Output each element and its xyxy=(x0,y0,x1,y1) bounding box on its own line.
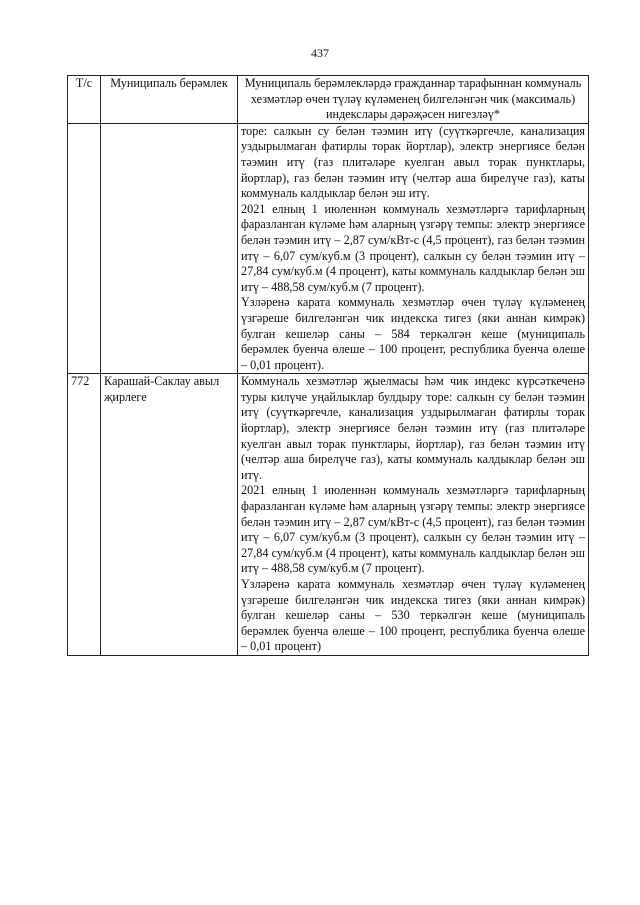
row-description xyxy=(238,374,589,656)
tariff-table xyxy=(67,75,589,656)
row-description xyxy=(238,123,589,374)
description-paragraph: торе: салкын су белән тәэмин итү (суүткәргечле, канализация уздырылмаган фатирлы торак йортлар), электр энергиясе белән тәэмин итү (газ плитәләре куелган авыл торак пунктлары, йортлар), газ белән тәэмин итү (челтәр аша бирелүче газ), каты коммуналь калдыклар белән эш итү. xyxy=(241,123,585,201)
row-municipality xyxy=(101,123,238,374)
description-paragraph: Коммуналь хезмәтләр җыелмасы һәм чик индекс күрсәткеченә туры килүче уңайлыклар булдыру торе: салкын су белән тәэмин итү (суүткәргечле, канализация уздырылмаган фатирлы торак йортлар), электр энергиясе белән тәэмин итү (газ плитәләре куелган авыл торак пунктлары, йортлар), газ белән тәэмин итү (челтәр аша бирелүче газ), каты коммуналь калдыклар белән эш итү. xyxy=(241,374,585,482)
description-paragraph: 2021 елның 1 июленнән коммуналь хезмәтләргә тарифларның фаразланган күләме һәм аларның үзгәрү темпы: электр энергиясе белән тәэмин итү – 2,87 сум/кВт-с (4,5 процент), газ белән тәэмин итү – 6,07 сум/куб.м (3 процент), салкын су белән тәэмин итү – 27,84 сум/куб.м (4 процент), каты коммуналь калдыклар белән эш итү – 488,58 сум/куб.м (7 процент). xyxy=(241,483,585,576)
header-description: Муниципаль берәмлекләрдә гражданнар тарафыннан коммуналь хезмәтләр өчен түләү күләменең билгеләнгән чик (максималь) индекслары дәрәҗәсен нигезләү* xyxy=(238,76,589,124)
table-row xyxy=(68,123,589,374)
description-paragraph: Үзләренә карата коммуналь хезмәтләр өчен түләү күләменең үзгәреше билгеләнгән чик индекска тигез (яки аннан кимрәк) булган кешеләр саны – 584 теркәлгән кеше (муниципаль берәмлек буенча өлеше – 100 процент, республика буенча өлеше – 0,01 процент). xyxy=(241,295,585,372)
header-municipality: Муниципаль берәмлек xyxy=(101,76,238,124)
table-header-row xyxy=(68,76,589,124)
row-number: 772 xyxy=(68,374,101,656)
header-number: Т/с xyxy=(68,76,101,124)
description-paragraph: Үзләренә карата коммуналь хезмәтләр өчен түләү күләменең үзгәреше билгеләнгән чик индекска тигез (яки аннан кимрәк) булган кешеләр саны – 530 теркәлгән кеше (муниципаль берәмлек буенча өлеше – 100 процент, республика буенча өлеше – 0,01 процент) xyxy=(241,577,585,654)
page-number: 437 xyxy=(311,46,329,60)
table-row xyxy=(68,374,589,656)
row-number xyxy=(68,123,101,374)
row-municipality: Карашай-Саклау авыл җирлеге xyxy=(101,374,238,656)
description-paragraph: 2021 елның 1 июленнән коммуналь хезмәтләргә тарифларның фаразланган күләме һәм аларның үзгәрү темпы: электр энергиясе белән тәэмин итү – 2,87 сум/кВт-с (4,5 процент), газ белән тәэмин итү – 6,07 сум/куб.м (3 процент), салкын су белән тәэмин итү – 27,84 сум/куб.м (4 процент), каты коммуналь калдыклар белән эш итү – 488,58 сум/куб.м (7 процент). xyxy=(241,201,585,294)
